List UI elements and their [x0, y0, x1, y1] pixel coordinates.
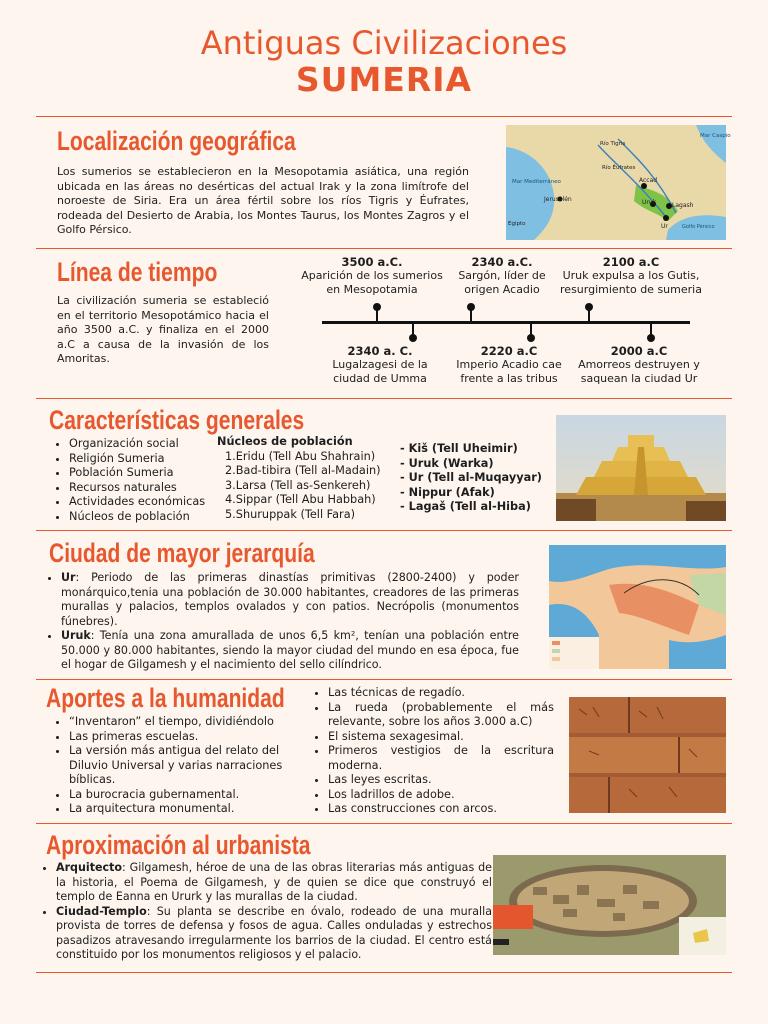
city-desc: : Tenía una zona amurallada de unos 6,5 km², tenían una población entre 50.000 y 80.000 habitantes, siendo la mayor ciudad del mundo en esa época, fue el hogar de Gilgamesh y el nacimiento del sello cilíndrico. — [61, 629, 519, 671]
list-item: • Religión Sumeria — [69, 452, 229, 467]
caracteristicas-list — [55, 437, 229, 524]
section-heading-caracteristicas: Características generales — [49, 405, 305, 435]
list-item: • La burocracia gubernamental. — [69, 788, 304, 803]
section-heading-aportes: Aportes a la humanidad — [46, 683, 285, 713]
list-item — [61, 571, 519, 629]
timeline-event-bottom — [449, 344, 569, 386]
divider — [36, 398, 732, 399]
ziggurat-image — [556, 415, 726, 521]
timeline-event-top — [297, 255, 447, 297]
nucleos-block — [217, 435, 402, 522]
timeline-date: 2340 a.C. — [471, 255, 533, 269]
extra-cities — [400, 442, 550, 515]
list-item: 3.Larsa (Tell as-Senkereh) — [225, 478, 371, 492]
timeline-event-bottom — [574, 344, 704, 386]
timeline-date: 2100 a.C — [602, 255, 660, 269]
section-heading-localizacion: Localización geográfica — [57, 126, 296, 156]
timeline-marker — [373, 303, 381, 311]
map-label-lagash: Lagash — [672, 202, 694, 209]
divider — [36, 116, 732, 117]
map-label-eufrates: Río Éufrates — [602, 165, 636, 171]
page-subtitle: SUMERIA — [295, 60, 473, 99]
list-item: - Lagaš (Tell al-Hiba) — [400, 500, 531, 513]
map-label-tigris: Río Tigris — [600, 141, 626, 147]
list-item: - Kiš (Tell Uheimir) — [400, 442, 518, 455]
section-heading-urbanista: Aproximación al urbanista — [46, 830, 311, 860]
map-label-mediterraneo: Mar Mediterráneo — [512, 179, 561, 185]
linea-text: La civilización sumeria se estableció en el territorio Mesopotámico hacia el año 3500 a.C. y finaliza en el 2000 a.C a causa de la invasión de los Amoritas. — [57, 294, 269, 366]
timeline-desc: Sargón, líder de origen Acadio — [458, 269, 546, 296]
list-item: • La arquitectura monumental. — [69, 802, 304, 817]
list-item: • El sistema sexagesimal. — [328, 730, 554, 745]
timeline-marker — [467, 303, 475, 311]
timeline-date: 2340 a. C. — [347, 344, 413, 358]
list-item: • Núcleos de población — [69, 510, 229, 525]
list-item: - Uruk (Warka) — [400, 456, 494, 470]
ciudad-list — [47, 571, 519, 673]
urbanista-list — [42, 861, 492, 963]
term-desc: : Gilgamesh, héroe de una de las obras literarias más antiguas de la historia, el Poema de Gilgamesh, y de quien se dice que construyó el templo de Eanna en Ururk y las murallas de la ciudad. — [56, 861, 492, 903]
map-label-caspio: Mar Caspio — [700, 133, 731, 139]
cuneiform-tablet-image — [569, 697, 726, 813]
timeline-desc: Amorreos destruyen y saquean la ciudad Ur — [578, 358, 700, 385]
map-label-golfo: Golfo Pérsico — [682, 224, 715, 230]
list-item — [61, 629, 519, 673]
aportes-right-list — [314, 686, 554, 817]
timeline-marker — [527, 334, 535, 342]
list-item: 4.Sippar (Tell Abu Habbah) — [225, 493, 376, 506]
divider — [36, 248, 732, 249]
list-item: • Recursos naturales — [69, 481, 229, 496]
timeline-desc: Lugalzagesi de la ciudad de Umma — [332, 358, 428, 385]
list-item: • Actividades económicas — [69, 495, 229, 510]
list-item: • Las construcciones con arcos. — [328, 802, 554, 817]
timeline-event-bottom — [325, 344, 435, 386]
timeline-date: 2000 a.C — [610, 344, 668, 358]
timeline-desc: Imperio Acadio cae frente a las tribus — [456, 358, 562, 385]
timeline-event-top — [556, 255, 706, 297]
list-item: 5.Shuruppak (Tell Fara) — [225, 507, 356, 521]
map-mesopotamia — [506, 125, 731, 240]
divider — [36, 530, 732, 531]
timeline-desc: Uruk expulsa a los Gutis, resurgimiento de sumeria — [560, 269, 702, 296]
list-item: • Población Sumeria — [69, 466, 229, 481]
list-item — [56, 905, 492, 963]
aportes-left-list — [55, 715, 304, 817]
list-item: • Primeros vestigios de la escritura moderna. — [328, 744, 554, 773]
section-heading-ciudad: Ciudad de mayor jerarquía — [49, 538, 315, 568]
list-item: 2.Bad-tibira (Tell al-Madain) — [225, 464, 381, 477]
timeline-date: 2220 a.C — [480, 344, 538, 358]
divider — [36, 823, 732, 824]
map-label-accad: Accad — [639, 177, 658, 184]
list-item: • Organización social — [69, 437, 229, 452]
city-name: Uruk — [61, 629, 91, 642]
map-ancient-east — [549, 545, 726, 669]
timeline-marker — [409, 334, 417, 342]
timeline-marker — [647, 334, 655, 342]
section-heading-linea: Línea de tiempo — [57, 257, 218, 287]
timeline-desc: Aparición de los sumerios en Mesopotamia — [301, 269, 443, 296]
city-name: Ur — [61, 571, 76, 584]
list-item: • Las técnicas de regadío. — [328, 686, 554, 701]
map-label-jerusalen: Jerusalén — [544, 196, 572, 203]
page-title: Antiguas Civilizaciones — [200, 24, 568, 62]
timeline-date: 3500 a.C. — [341, 255, 403, 269]
term-desc: : Su planta se describe en óvalo, rodeado de una muralla provista de torres de defensa y fosos de agua. Calles onduladas y estrechos pasadizos atravesando irregularmente los barrios de la ciudad. El centro está constituido por los monumentos religiosos y el palacio. — [56, 904, 492, 961]
list-item: • Las leyes escritas. — [328, 773, 554, 788]
ancient-city-image — [493, 855, 726, 955]
list-item: • La rueda (probablemente el más relevante, sobre los años 3.000 a.C) — [328, 701, 554, 730]
nucleos-title: Núcleos de población — [217, 435, 353, 448]
term: Ciudad-Templo — [56, 904, 147, 918]
list-item: • Los ladrillos de adobe. — [328, 788, 554, 803]
list-item: - Nippur (Afak) — [400, 485, 495, 499]
divider — [36, 972, 732, 973]
list-item: - Ur (Tell al-Muqayyar) — [400, 471, 542, 484]
term: Arquitecto — [56, 861, 123, 874]
city-desc: : Periodo de las primeras dinastías primitivas (2800-2400) y poder monárquico,tenia una población de 30.000 habitantes, creadores de las primeras murallas y palacios, templos ovalados y con patios. Necrópolis (monumentos fúnebres). — [61, 571, 519, 628]
map-label-egipto: Egipto — [508, 221, 526, 227]
localizacion-text: Los sumerios se establecieron en la Mesopotamia asiática, una región ubicada en las áreas no desérticas del actual Irak y la zona limítrofe del noroeste de Siria. Era un área fértil sobre los ríos Tigris y Éufrates, rodeada del Desierto de Arabia, los Montes Taurus, los Montes Zagros y el Golfo Pérsico. — [57, 165, 469, 237]
timeline-event-top — [447, 255, 557, 297]
list-item — [56, 861, 492, 905]
timeline-marker — [585, 303, 593, 311]
list-item: • Las primeras escuelas. — [69, 730, 304, 745]
list-item: • La versión más antigua del relato del Diluvio Universal y varias narraciones bíblicas. — [69, 744, 304, 788]
list-item: 1.Eridu (Tell Abu Shahrain) — [225, 449, 376, 463]
map-label-uruk: Uruk — [642, 199, 657, 206]
list-item: • “Inventaron” el tiempo, dividiéndolo — [69, 715, 304, 730]
divider — [36, 679, 732, 680]
map-label-ur: Ur — [661, 223, 668, 230]
